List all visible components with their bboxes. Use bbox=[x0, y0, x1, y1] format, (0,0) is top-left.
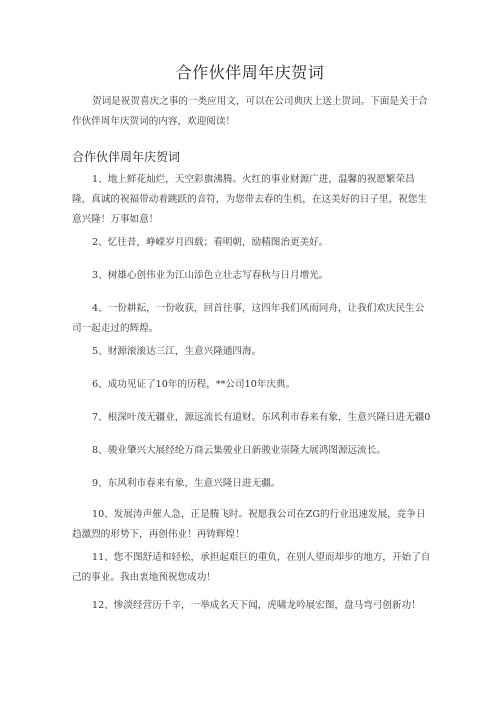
greeting-item-7: 7、根深叶茂无疆业，源远流长有道财。东风利市春来有象，生意兴隆日进无疆0 bbox=[92, 412, 431, 423]
section-heading: 合作伙伴周年庆贺词 bbox=[72, 150, 181, 164]
greeting-item-4: 4、一份耕耘，一份收获，回首往事，这四年我们风雨同舟，让我们欢庆民生公司一起走过的辉煌。 bbox=[72, 303, 425, 334]
greeting-item-9: 9、东风利市春来有象，生意兴隆日进无疆。 bbox=[92, 478, 281, 489]
greeting-item-11: 11、您不图舒适和轻松，承担起艰巨的重负，在别人望而却步的地方，开始了自己的事业。我由衷地预祝您成功！ bbox=[72, 552, 431, 583]
document-title: 合作伙伴周年庆贺词 bbox=[175, 63, 325, 82]
greeting-item-12: 12、惨淡经营历千辛，一举成名天下闻，虎啸龙吟展宏图，盘马弯弓创新功！ bbox=[92, 600, 421, 611]
greeting-item-5: 5、财源滚滚达三江，生意兴隆通四海。 bbox=[92, 346, 262, 357]
greeting-item-10: 10、发展涛声催人急，正是腾飞时。祝愿我公司在ZG的行业迅速发展，竞争日趋激烈的形势下，再创伟业！再铸辉煌！ bbox=[72, 509, 426, 540]
intro-paragraph: 贺词是祝贺喜庆之事的一类应用文，可以在公司典庆上送上贺词。下面是关于合作伙伴周年庆贺词的内容，欢迎阅读！ bbox=[72, 96, 428, 127]
greeting-item-8: 8、骏业肇兴大展经纶万商云集骏业日新骏业崇隆大展鸿图源远流长。 bbox=[92, 445, 386, 456]
greeting-item-6: 6、成功见证了10年的历程，**公司10年庆典。 bbox=[92, 379, 296, 390]
greeting-item-3: 3、树雄心创伟业为江山添色立壮志写春秋与日月增光。 bbox=[92, 270, 329, 281]
greeting-item-1: 1、地上鲜花灿烂，天空彩旗沸腾。火红的事业财源广进，温馨的祝愿繁荣昌隆，真诚的祝福带动着跳跃的音符，为您带去春的生机，在这美好的日子里，祝您生意兴隆！万事如意！ bbox=[72, 174, 427, 225]
greeting-item-2: 2、忆往昔，峥嵘岁月四载；看明朝，励精图治更美好。 bbox=[92, 237, 329, 248]
